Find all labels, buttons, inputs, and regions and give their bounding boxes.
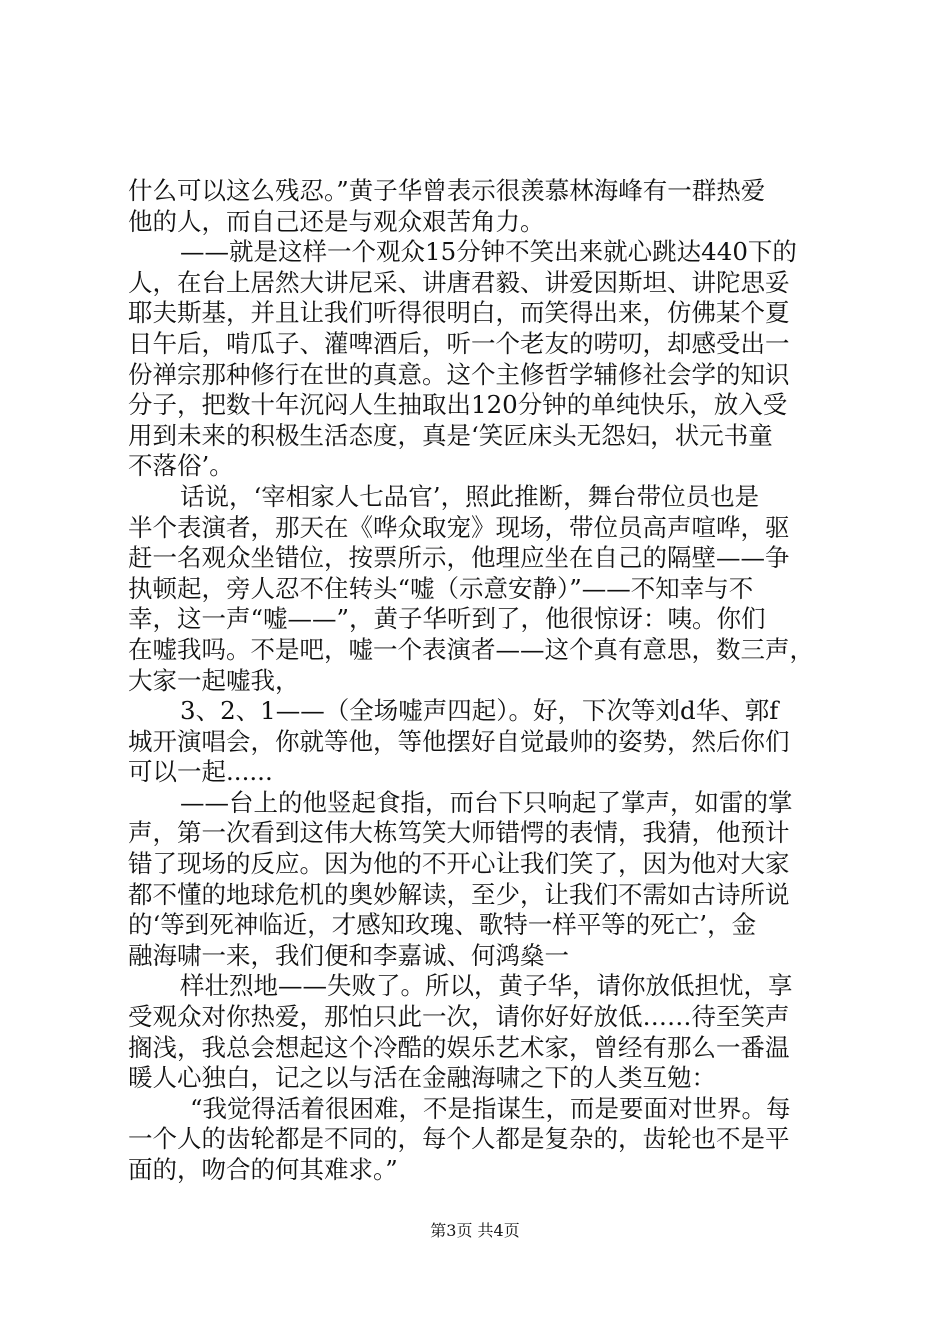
text-line: 面的，吻合的何其难求。” xyxy=(128,1155,398,1184)
text-line: 在嘘我吗。不是吧，嘘一个表演者——这个真有意思，数三声， xyxy=(128,634,814,664)
text-line: 声，第一次看到这伟大栋笃笑大师错愕的表情，我猜，他预计 xyxy=(128,818,790,848)
text-line: 受观众对你热爱，那怕只此一次，请你好好放低……待至笑声 xyxy=(128,1002,790,1032)
text-line: ——台上的他竖起食指，而台下只响起了掌声，如雷的掌 xyxy=(180,787,793,817)
text-line: 融海啸一来，我们便和李嘉诚、何鸿燊一 xyxy=(128,940,569,970)
text-line: 份禅宗那种修行在世的真意。这个主修哲学辅修社会学的知识 xyxy=(128,359,790,389)
text-line: 他的人，而自己还是与观众艰苦角力。 xyxy=(128,206,545,236)
document-body xyxy=(128,176,840,1186)
text-line: 赶一名观众坐错位，按票所示，他理应坐在自己的隔壁——争 xyxy=(128,543,790,573)
text-line: 幸，这一声“嘘——”，黄子华听到了，他很惊讶：咦。你们 xyxy=(128,604,766,634)
text-line: 的‘等到死神临近，才感知玫瑰、歌特一样平等的死亡’，金 xyxy=(128,910,757,940)
text-line: 执顿起，旁人忍不住转头“嘘（示意安静）”——不知幸与不 xyxy=(128,573,754,603)
text-line: 什么可以这么残忍。”黄子华曾表示很羡慕林海峰有一群热爱 xyxy=(128,176,766,205)
text-line: 半个表演者，那天在《哗众取宠》现场，带位员高声喧哗，驱 xyxy=(128,512,790,542)
text-line: 分子，把数十年沉闷人生抽取出120分钟的单纯快乐，放入受 xyxy=(128,390,788,420)
text-line: “我觉得活着很困难，不是指谋生，而是要面对世界。每 xyxy=(190,1093,791,1123)
text-line: 暖人心独白，记之以与活在金融海啸之下的人类互勉： xyxy=(128,1063,716,1093)
text-line: 城开演唱会，你就等他，等他摆好自觉最帅的姿势，然后你们 xyxy=(128,726,790,756)
text-line: 错了现场的反应。因为他的不开心让我们笑了，因为他对大家 xyxy=(128,849,790,879)
text-line: 都不懂的地球危机的奥妙解读，至少，让我们不需如古诗所说 xyxy=(128,879,790,909)
text-line: 搁浅，我总会想起这个冷酷的娱乐艺术家，曾经有那么一番温 xyxy=(128,1032,790,1062)
text-line: ——就是这样一个观众15分钟不笑出来就心跳达440下的 xyxy=(180,237,797,267)
page-number: 第3页 共4页 xyxy=(430,1221,520,1240)
text-line: 耶夫斯基，并且让我们听得很明白，而笑得出来，仿佛某个夏 xyxy=(128,298,790,328)
text-line: 话说，‘宰相家人七品官’，照此推断，舞台带位员也是 xyxy=(180,481,760,511)
text-line: 日午后，啃瓜子、灌啤酒后，听一个老友的唠叨，却感受出一 xyxy=(128,328,790,358)
text-line: 可以一起...... xyxy=(128,757,273,787)
page-footer xyxy=(0,1218,950,1241)
text-line: 大家一起嘘我， xyxy=(128,665,300,695)
text-line: 用到未来的积极生活态度，真是‘笑匠床头无怨妇，状元书童 xyxy=(128,420,773,450)
text-line: 不落俗’。 xyxy=(128,451,234,481)
text-line: 3、2、1——（全场嘘声四起）。好，下次等刘d华、郭f xyxy=(180,696,779,726)
text-line: 样壮烈地——失败了。所以，黄子华，请你放低担忧，享 xyxy=(180,971,793,1001)
text-line: 一个人的齿轮都是不同的，每个人都是复杂的，齿轮也不是平 xyxy=(128,1124,790,1154)
text-line: 人，在台上居然大讲尼采、讲唐君毅、讲爱因斯坦、讲陀思妥 xyxy=(128,267,790,297)
